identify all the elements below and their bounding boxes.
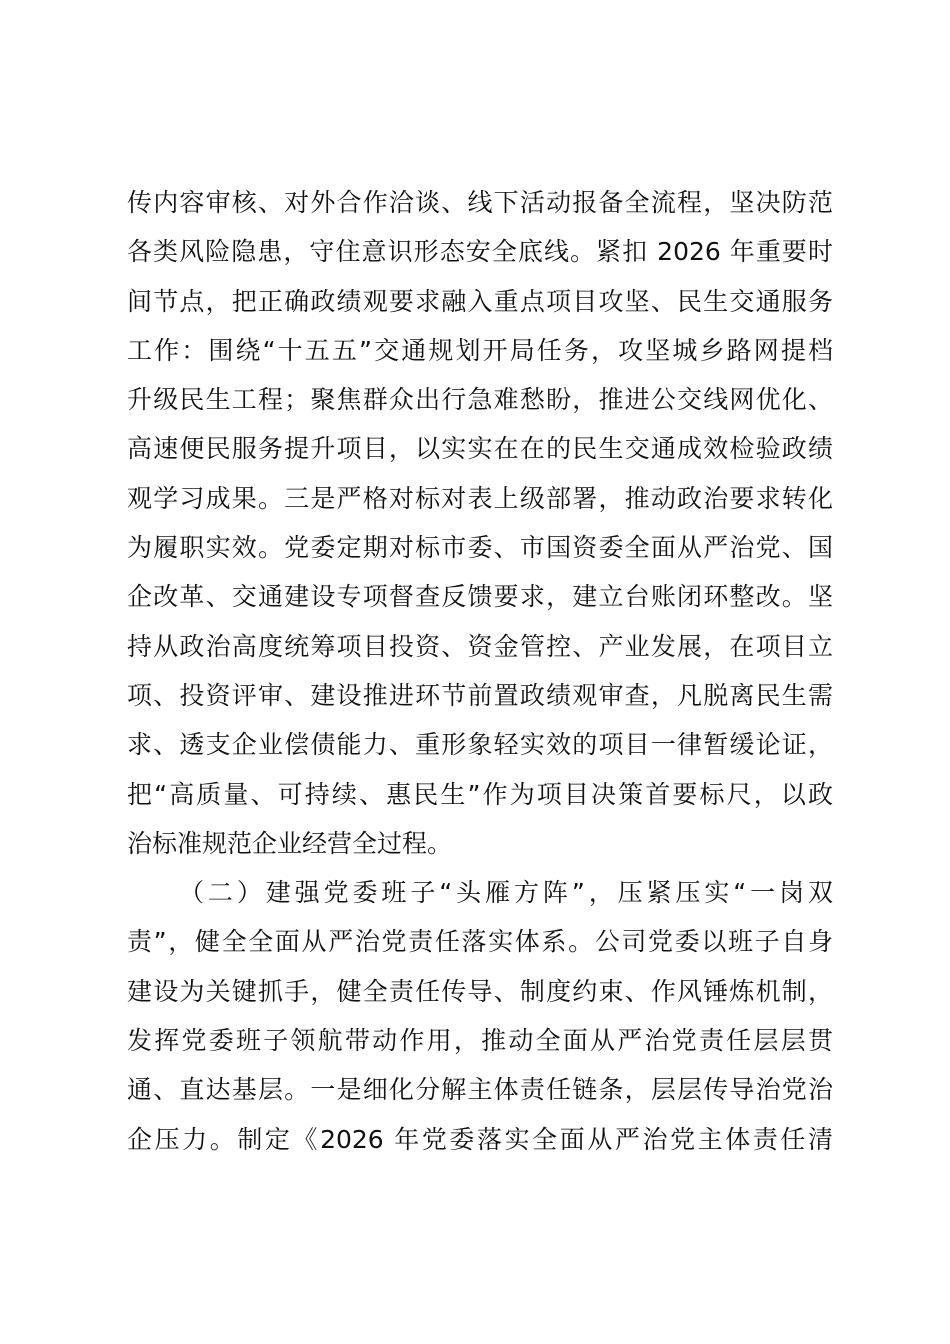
text-line: 升级民生工程；聚焦群众出行急难愁盼，推进公交线网优化、 <box>127 385 833 415</box>
text-line: 项、投资评审、建设推进环节前置政绩观审查，凡脱离民生需 <box>127 680 833 710</box>
text-line: 求、透支企业偿债能力、重形象轻实效的项目一律暂缓论证， <box>127 730 833 760</box>
text-line: 高速便民服务提升项目，以实实在在的民生交通成效检验政绩 <box>127 434 833 464</box>
text-line: 传内容审核、对外合作洽谈、线下活动报备全流程，坚决防范 <box>127 188 833 217</box>
text-line: 企压力。制定《2026 年党委落实全面从严治党主体责任清 <box>127 1124 833 1154</box>
section-heading-line: （二）建强党委班子“头雁方阵”，压紧压实“一岗双 <box>179 878 833 908</box>
text-line: 责”，健全全面从严治党责任落实体系。公司党委以班子自身 <box>127 927 833 957</box>
text-line: 间节点，把正确政绩观要求融入重点项目攻坚、民生交通服务 <box>127 286 833 316</box>
text-line: 为履职实效。党委定期对标市委、市国资委全面从严治党、国 <box>127 533 833 563</box>
document-body <box>127 178 833 1164</box>
text-line: 通、直达基层。一是细化分解主体责任链条，层层传导治党治 <box>127 1075 833 1105</box>
text-line: 持从政治高度统筹项目投资、资金管控、产业发展，在项目立 <box>127 631 833 661</box>
text-line: 企改革、交通建设专项督查反馈要求，建立台账闭环整改。坚 <box>127 582 833 612</box>
text-line: 建设为关键抓手，健全责任传导、制度约束、作风锤炼机制， <box>127 976 833 1006</box>
text-line: 把“高质量、可持续、惠民生”作为项目决策首要标尺，以政 <box>127 779 833 809</box>
text-line: 观学习成果。三是严格对标对表上级部署，推动政治要求转化 <box>127 483 833 513</box>
text-line: 工作：围绕“十五五”交通规划开局任务，攻坚城乡路网提档 <box>127 335 833 365</box>
text-line: 各类风险隐患，守住意识形态安全底线。紧扣 2026 年重要时 <box>127 237 833 267</box>
text-line: 发挥党委班子领航带动作用，推动全面从严治党责任层层贯 <box>127 1026 833 1056</box>
paragraph-end-line: 治标准规范企业经营全过程。 <box>127 828 453 858</box>
